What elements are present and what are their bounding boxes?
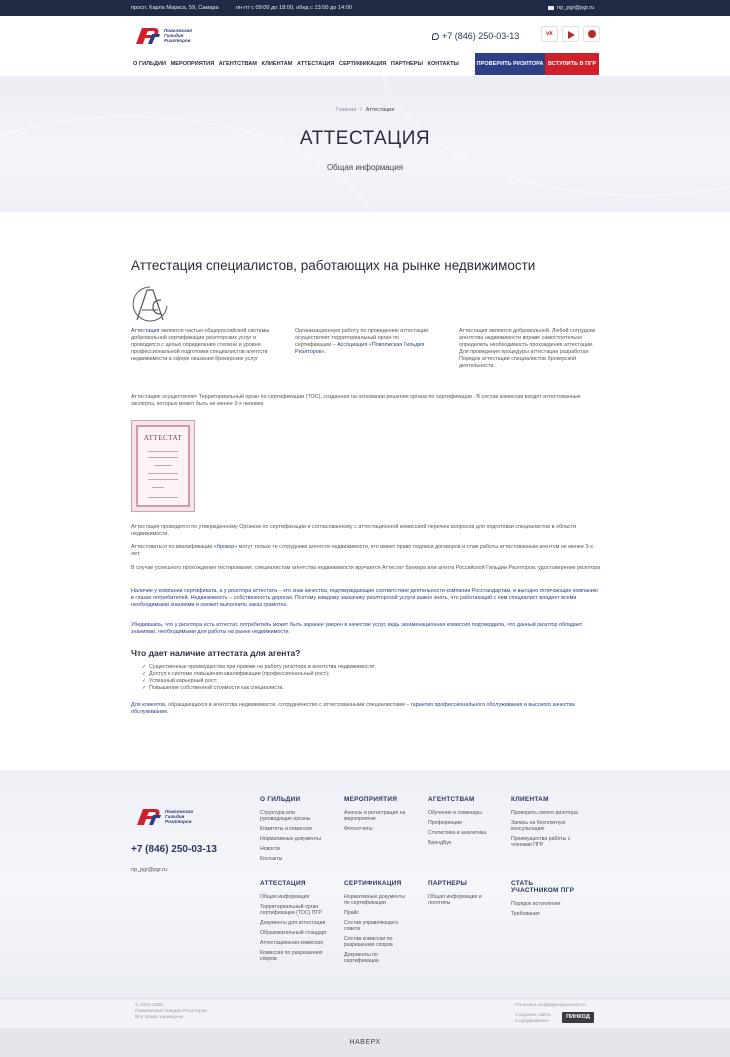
- list-item: ✓ Успешный карьерный рост;: [143, 678, 376, 685]
- page-hero: [0, 76, 730, 212]
- logo-line-1: Поволжская: [164, 28, 193, 33]
- footer-link[interactable]: БрендБук: [428, 840, 452, 846]
- footer-link[interactable]: Контакты: [260, 856, 283, 862]
- logo-line-3: Риэлторов: [164, 38, 191, 43]
- logo-text: [164, 28, 192, 43]
- list-item: ✓ Повышение собственной стоимости как специалиста.: [143, 685, 376, 692]
- nav-clients[interactable]: КЛИЕНТАМ: [261, 61, 293, 67]
- site-footer: [0, 770, 730, 998]
- p7-clients: Для клиентов: [131, 702, 166, 708]
- paragraph-clients: [131, 702, 601, 716]
- footer-link[interactable]: Фотоотчеты: [344, 826, 373, 832]
- vk-icon: vk: [546, 31, 553, 37]
- col1-text: является частью общероссийской системы добровольной сертификации риэлторских услуг и проводится с целью определения степени и уровня профессиональной подготовки специалистов агентств недвижимости в сфере оказания брокерских услуг: [131, 328, 270, 362]
- footer-link[interactable]: Аттестационная комиссия: [260, 940, 323, 946]
- footer-link[interactable]: Состав управляющего совета: [344, 920, 398, 932]
- copyright-line: Поволжская Гильдия Риэлторов: [135, 1009, 207, 1014]
- copyright-line: Все права защищены: [135, 1015, 184, 1020]
- footer-col-join: [511, 880, 579, 921]
- logo-line-3: Риэлторов: [165, 819, 192, 824]
- back-to-top-button[interactable]: НАВЕРХ: [0, 1028, 730, 1057]
- footer-col-attestation: [260, 880, 328, 966]
- logo-mark-icon: [135, 807, 163, 827]
- footer-col-title[interactable]: КЛИЕНТАМ: [511, 796, 549, 803]
- footer-link[interactable]: Преференции: [428, 820, 463, 826]
- breadcrumb-home[interactable]: Главная: [335, 107, 357, 113]
- paragraph-confidence: Убедившись, что у риэлтора есть аттестат, потребитель может быть заранее уверен в качестве услуг, ведь экзаменационная комиссия подтвердила, что данный риэлтор обладает знаниями, необходимыми для работы на рынке недвижимости.: [131, 622, 583, 635]
- nav-attestation[interactable]: АТТЕСТАЦИЯ: [297, 61, 335, 67]
- footer-link[interactable]: Новости: [260, 846, 281, 852]
- footer-col-title[interactable]: О ГИЛЬДИИ: [260, 796, 301, 803]
- breadcrumb-current: Аттестация: [365, 107, 395, 113]
- logo-line-2: Гильдия: [164, 33, 184, 38]
- footer-link[interactable]: Документы для аттестации: [260, 920, 326, 926]
- p7-end: .: [166, 709, 169, 715]
- logo-line-1: Поволжская: [165, 809, 194, 814]
- p7-guarantee: гарантия профессионального обслуживания и высокого качества обслуживания: [131, 702, 575, 715]
- check-realtor-button[interactable]: ПРОВЕРИТЬ РИЭЛТОРА: [475, 53, 545, 75]
- site-header: [0, 16, 730, 76]
- footer-link[interactable]: Общая информация: [260, 894, 310, 900]
- copyright: [135, 1003, 207, 1021]
- footer-link[interactable]: Прайс: [344, 910, 359, 916]
- footer-link[interactable]: Анонсы и регистрация на мероприятие: [344, 810, 406, 822]
- footer-link[interactable]: Нормативные документы: [260, 836, 321, 842]
- breadcrumb-sep: /: [360, 107, 362, 113]
- developer-credit: [515, 1013, 551, 1025]
- footer-col-clients: [511, 796, 579, 852]
- footer-link[interactable]: Требования: [511, 911, 540, 917]
- footer-link[interactable]: Порядок вступления: [511, 901, 561, 907]
- header-phone-text: +7 (846) 250-03-13: [442, 31, 520, 41]
- list-item: ✓ Доступ к системе повышения квалификации (профессиональный рост);: [143, 671, 376, 678]
- attestation-link[interactable]: Аттестация: [131, 328, 160, 334]
- breadcrumb: [0, 107, 730, 113]
- footer-logo-text: [165, 809, 193, 824]
- footer-col-partners: [428, 880, 496, 910]
- page-title: АТТЕСТАЦИЯ: [299, 128, 431, 149]
- info-column-2: [295, 328, 435, 356]
- site-logo[interactable]: [134, 24, 204, 48]
- paragraph-quality: Наличие у компании сертификата, а у риэлтора аттестата – это знак качества, подтверждающие соответствие деятельности компании Росстандартам, и выгодно отличающие компанию в глазах потребителей. Недвижимость – собственность дорогая. Поэтому каждому заказчику риэлторской услуги важно знать, что работающий с ним специалист владеет всеми необходимыми знаниями и сможет выполнить заказ грамотно.: [131, 588, 598, 608]
- paragraph-certificate: В случае успешного прохождения тестирования, специалистам агентства недвижимости вручается Аттестат брокера или агента Российской Гильдии Риэлторов, удостоверение риэлтора: [131, 565, 601, 571]
- certificate-frame: [136, 425, 190, 507]
- footer-link[interactable]: Общая информация и логотипы: [428, 894, 482, 906]
- footer-email-link[interactable]: np_pgr@pgr.ru: [131, 867, 168, 873]
- footer-col-certification: [344, 880, 412, 968]
- broker-link[interactable]: «брокер»: [213, 544, 238, 550]
- developer-line: и продвижение: [515, 1019, 549, 1024]
- certificate-line: [148, 473, 178, 474]
- footer-link[interactable]: Комитеты и комиссии: [260, 826, 312, 832]
- list-item: ✓ Существенные преимущества при приеме на работу риэлтора в агентства недвижимости;: [143, 664, 376, 671]
- main-nav: [133, 61, 462, 67]
- topbar-email-link[interactable]: [548, 5, 594, 11]
- developer-line: Создание сайта: [515, 1013, 551, 1018]
- col3-text: Аттестация является добровольной. Любой сотрудник агентства недвижимости вправе самостоятельно определить необходимость прохождения аттестации. Для проведения процедуры аттестации разработан Порядок аттестации специалистов брокерской деятельности.: [459, 328, 596, 369]
- certificate-line: [148, 451, 178, 452]
- copyright-line: © 2022-2025: [135, 1003, 163, 1008]
- developer-logo[interactable]: ПИНКОД: [562, 1012, 594, 1023]
- logo-line-2: Гильдия: [165, 814, 185, 819]
- nav-agencies[interactable]: АГЕНТСТВАМ: [218, 61, 257, 67]
- nav-events[interactable]: МЕРОПРИЯТИЯ: [170, 61, 215, 67]
- mail-icon: [548, 6, 554, 10]
- p3-text-a: Аттестоваться по квалификации: [131, 544, 214, 550]
- footer-link[interactable]: Состав комиссии по разрешению споров: [344, 936, 393, 948]
- paragraph-broker: [131, 544, 601, 558]
- col2-text: Организационную работу по проведению аттестации осуществляет территориальный орган по сертификации –: [295, 328, 429, 348]
- hours-text: пн-пт с 09:00 до 18:00, обед с 13:00 до 14:00: [236, 5, 352, 11]
- footer-col-events: [344, 796, 412, 836]
- certificate-image: [131, 420, 195, 512]
- footer-col-title[interactable]: СЕРТИФИКАЦИЯ: [344, 880, 402, 887]
- vk-button[interactable]: [541, 26, 558, 42]
- footer-logo[interactable]: [135, 805, 205, 829]
- footer-bottom: [0, 998, 730, 1028]
- footer-col-guild: [260, 796, 328, 866]
- telegram-icon: [568, 31, 575, 39]
- logo-mark-icon: [134, 26, 162, 46]
- footer-link[interactable]: Территориальный орган сертификации (ТОС) ПГР: [260, 904, 322, 916]
- header-phone-link[interactable]: [432, 31, 519, 41]
- footer-link[interactable]: Документы по сертификации: [344, 952, 379, 964]
- benefits-list: [143, 664, 376, 692]
- footer-col-title[interactable]: АГЕНТСТВАМ: [428, 796, 475, 803]
- paragraph-questions: Аттестация проводится по утвержденному Органом по сертификации и согласованному с аттестационной комиссией перечню вопросов для подготовки специалистов в области недвижимости.: [131, 524, 577, 537]
- nav-guild[interactable]: О ГИЛЬДИИ: [133, 61, 166, 67]
- footer-col-title[interactable]: АТТЕСТАЦИЯ: [260, 880, 306, 887]
- privacy-policy-link[interactable]: Политика конфиденциальности: [515, 1003, 586, 1008]
- info-column-3: [459, 328, 599, 370]
- footer-link[interactable]: Комиссия по разрешению споров: [260, 950, 323, 962]
- attestation-emblem-icon: [131, 284, 169, 324]
- footer-link[interactable]: Структура или руководящие органы: [260, 810, 311, 822]
- paragraph-tos: Аттестацию осуществляет Территориальный орган по сертификации (ТОС), созданная на основании решения органа по сертификации . В состав комиссии входят аттестованные эксперты, которых может быть не менее 3-х человек.: [131, 394, 581, 407]
- page-subtitle: Общая информация: [326, 163, 404, 172]
- certificate-line: [148, 479, 178, 480]
- p3-text-b: могут только те сотрудники агентств недвижимости, кто имеет право подписи договоров и стаж работы аттестованным агентом не менее 3-х лет.: [131, 544, 593, 557]
- benefits-heading: Что дает наличие аттестата для агента?: [131, 648, 301, 658]
- footer-col-title[interactable]: СТАТЬ УЧАСТНИКОМ ПГР: [511, 880, 575, 894]
- telegram-button[interactable]: [562, 26, 579, 42]
- footer-link[interactable]: Обучение и семинары: [428, 810, 482, 816]
- certificate-line: [152, 487, 164, 488]
- footer-col-agencies: [428, 796, 496, 850]
- topbar-email-text: np_pgr@pgr.ru: [557, 5, 595, 11]
- footer-link[interactable]: Образовательный стандарт: [260, 930, 327, 936]
- address-text: просп. Карла Маркса, 59, Самара: [131, 5, 219, 11]
- footer-col-title[interactable]: МЕРОПРИЯТИЯ: [344, 796, 398, 803]
- join-button[interactable]: ВСТУПИТЬ В ПГР: [545, 53, 599, 75]
- association-link[interactable]: Ассоциация «Поволжская Гильдия Риэлторов»: [295, 342, 425, 355]
- phone-icon: [432, 33, 439, 40]
- nav-certification[interactable]: СЕРТИФИКАЦИЯ: [339, 61, 387, 67]
- footer-phone-link[interactable]: +7 (846) 250-03-13: [131, 844, 217, 855]
- certificate-title: АТТЕСТАТ: [143, 434, 183, 442]
- whatsapp-icon: [588, 30, 596, 38]
- footer-link[interactable]: Проверить своего риэлтора: [511, 810, 578, 816]
- certificate-line: [148, 457, 178, 458]
- footer-link[interactable]: Преимущества работы с членами ПГР: [511, 836, 571, 848]
- certificate-line: [148, 497, 178, 498]
- content-heading: Аттестация специалистов, работающих на рынке недвижимости: [131, 258, 536, 273]
- top-bar: [0, 0, 730, 16]
- whatsapp-button[interactable]: [583, 26, 600, 42]
- certificate-line: [154, 465, 172, 466]
- footer-col-title[interactable]: ПАРТНЕРЫ: [428, 880, 468, 887]
- col2-end: .: [324, 349, 327, 355]
- nav-contacts[interactable]: КОНТАКТЫ: [427, 61, 459, 67]
- info-column-1: [131, 328, 271, 363]
- footer-link[interactable]: Статистика и аналитика: [428, 830, 487, 836]
- nav-partners[interactable]: ПАРТНЕРЫ: [390, 61, 423, 67]
- footer-link[interactable]: Запись на бесплатную консультацию: [511, 820, 566, 832]
- footer-link[interactable]: Нормативные документы по сертификации: [344, 894, 405, 906]
- p7-text: , обращающихся в агентства недвижимости, сотрудничество с аттестованными специалистами –: [165, 702, 411, 708]
